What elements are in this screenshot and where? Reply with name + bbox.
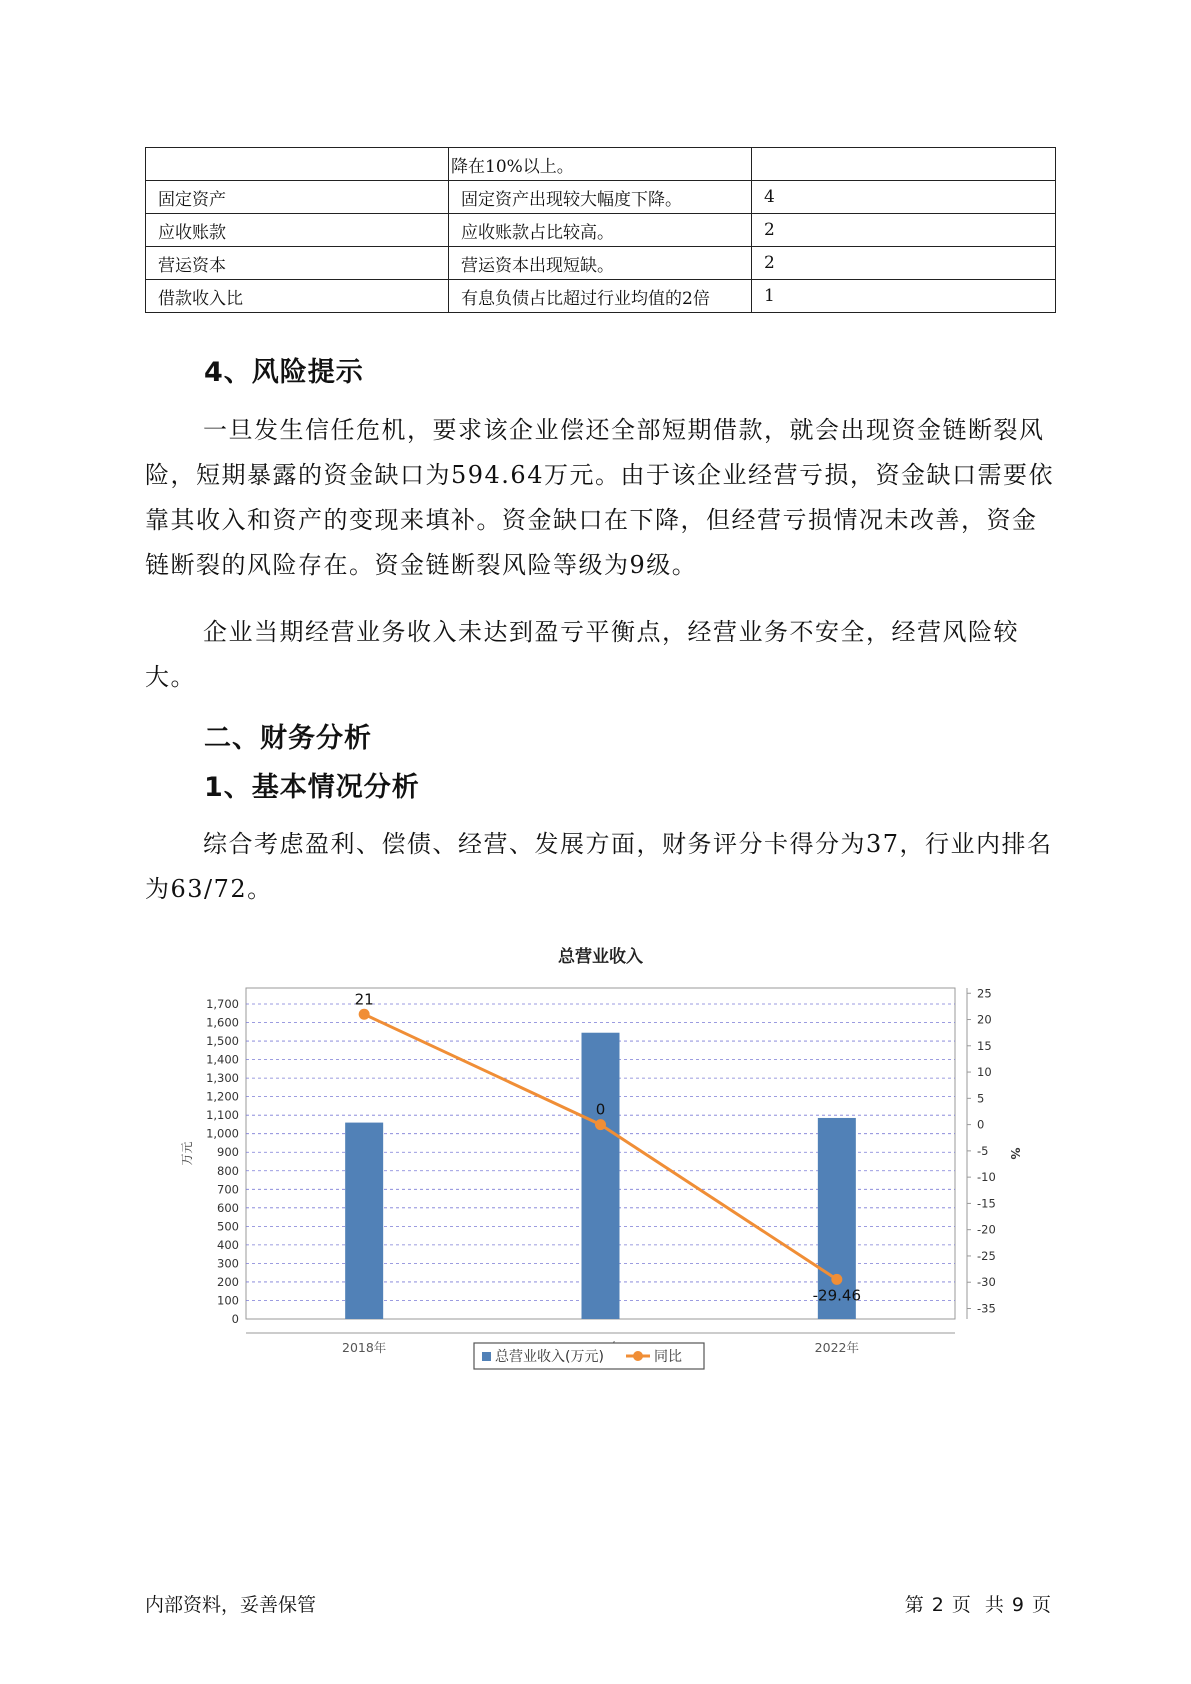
legend-swatch-revenue — [482, 1352, 491, 1361]
y-left-tick-label: 500 — [217, 1219, 239, 1234]
y-left-tick-label: 900 — [217, 1145, 239, 1160]
table-cell-score: 4 — [752, 181, 1056, 214]
table-cell-score: 2 — [752, 247, 1056, 280]
footer-page-number — [901, 1590, 1055, 1617]
y-right-tick-label: 10 — [977, 1065, 992, 1080]
basic-analysis-paragraph: 综合考虑盈利、偿债、经营、发展方面，财务评分卡得分为37，行业内排名为63/72。 — [145, 830, 1053, 903]
yoy-data-label: 21 — [354, 990, 374, 1009]
x-tick-label: 2022年 — [814, 1340, 859, 1355]
table-row — [146, 181, 1056, 214]
y-left-tick-label: 300 — [217, 1256, 239, 1271]
y-left-tick-label: 1,500 — [206, 1034, 239, 1049]
footer-confidential-note: 内部资料，妥善保管 — [145, 1594, 317, 1616]
y-left-axis-title: 万元 — [180, 1141, 194, 1166]
y-left-tick-label: 600 — [217, 1200, 239, 1215]
table-cell-description: 应收账款占比较高。 — [449, 214, 752, 247]
revenue-chart — [145, 940, 1055, 1410]
y-left-tick-label: 1,700 — [206, 997, 239, 1011]
y-left-tick-label: 0 — [231, 1312, 239, 1326]
y-right-axis-title: % — [1008, 1147, 1022, 1160]
table-cell-description: 营运资本出现短缺。 — [449, 247, 752, 280]
legend-label-yoy: 同比 — [654, 1349, 682, 1365]
y-left-tick-label: 800 — [217, 1163, 239, 1178]
y-left-tick-label: 700 — [217, 1182, 239, 1197]
risk-paragraph-1: 一旦发生信任危机，要求该企业偿还全部短期借款，就会出现资金链断裂风险，短期暴露的资金缺口为594.64万元。由于该企业经营亏损，资金缺口需要依靠其收入和资产的变现来填补。资金缺口在下降，但经营亏损情况未改善，资金链断裂的风险存在。资金链断裂风险等级为9级。 — [145, 416, 1054, 579]
section-heading-risk-warning: 4、风险提示 — [204, 357, 364, 388]
table-row — [146, 247, 1056, 280]
total-prefix: 共 — [984, 1594, 1004, 1616]
bar — [345, 1123, 383, 1319]
yoy-data-label: 0 — [595, 1100, 606, 1119]
y-right-tick-label: 20 — [977, 1012, 992, 1027]
y-right-tick-label: -15 — [977, 1196, 996, 1211]
y-left-tick-label: 200 — [217, 1274, 239, 1289]
table-cell-indicator: 应收账款 — [146, 214, 449, 247]
y-right-tick-label: -20 — [977, 1222, 996, 1237]
yoy-point — [359, 1009, 370, 1020]
page-number: 2 — [931, 1594, 944, 1616]
chart-title: 总营业收入 — [558, 947, 643, 967]
y-right-tick-label: -35 — [977, 1301, 996, 1316]
y-right-tick-label: -5 — [977, 1143, 989, 1158]
yoy-data-label: -29.46 — [812, 1286, 862, 1305]
y-left-tick-label: 100 — [217, 1293, 239, 1308]
y-right-tick-label: 25 — [977, 986, 992, 1001]
y-left-tick-label: 1,400 — [206, 1052, 239, 1067]
total-pages: 9 — [1011, 1594, 1024, 1616]
y-left-tick-label: 1,100 — [206, 1108, 239, 1123]
table-cell-indicator: 固定资产 — [146, 181, 449, 214]
legend-swatch-yoy-dot — [633, 1351, 643, 1361]
table-cell-indicator — [146, 148, 449, 181]
y-right-tick-label: 5 — [977, 1091, 985, 1106]
table-cell-indicator: 借款收入比 — [146, 280, 449, 313]
legend-label-revenue: 总营业收入(万元) — [495, 1349, 604, 1365]
revenue-chart-svg — [145, 940, 1055, 1410]
y-right-tick-label: -10 — [977, 1170, 996, 1185]
page-prefix: 第 — [904, 1594, 924, 1616]
y-left-tick-label: 1,200 — [206, 1089, 239, 1104]
table-row — [146, 280, 1056, 313]
table-cell-score: 1 — [752, 280, 1056, 313]
y-left-tick-label: 400 — [217, 1237, 239, 1252]
total-suffix: 页 — [1031, 1594, 1051, 1616]
y-right-tick-label: 0 — [977, 1117, 985, 1132]
table-row — [146, 214, 1056, 247]
table-cell-description: 固定资产出现较大幅度下降。 — [449, 181, 752, 214]
yoy-point — [831, 1274, 842, 1285]
y-right-tick-label: 15 — [977, 1038, 992, 1053]
table-cell-description: 降在10%以上。 — [449, 148, 752, 181]
table-cell-description: 有息负债占比超过行业均值的2倍 — [449, 280, 752, 313]
table-cell-score — [752, 148, 1056, 181]
table-row — [146, 148, 1056, 181]
x-tick-label: 2018年 — [342, 1340, 387, 1355]
y-left-tick-label: 1,000 — [206, 1126, 239, 1141]
yoy-point — [595, 1119, 606, 1130]
section-heading-finance: 二、财务分析 — [204, 723, 372, 754]
table-cell-score: 2 — [752, 214, 1056, 247]
y-left-tick-label: 1,300 — [206, 1071, 239, 1086]
page-mid: 页 — [951, 1594, 971, 1616]
risk-paragraph-2: 企业当期经营业务收入未达到盈亏平衡点，经营业务不安全，经营风险较大。 — [145, 618, 1019, 691]
table-cell-indicator: 营运资本 — [146, 247, 449, 280]
y-right-tick-label: -30 — [977, 1275, 996, 1290]
y-right-tick-label: -25 — [977, 1248, 996, 1263]
bar — [582, 1033, 620, 1319]
subsection-heading-basic: 1、基本情况分析 — [204, 772, 420, 803]
y-left-tick-label: 1,600 — [206, 1015, 239, 1030]
risk-indicator-table — [145, 147, 1056, 313]
